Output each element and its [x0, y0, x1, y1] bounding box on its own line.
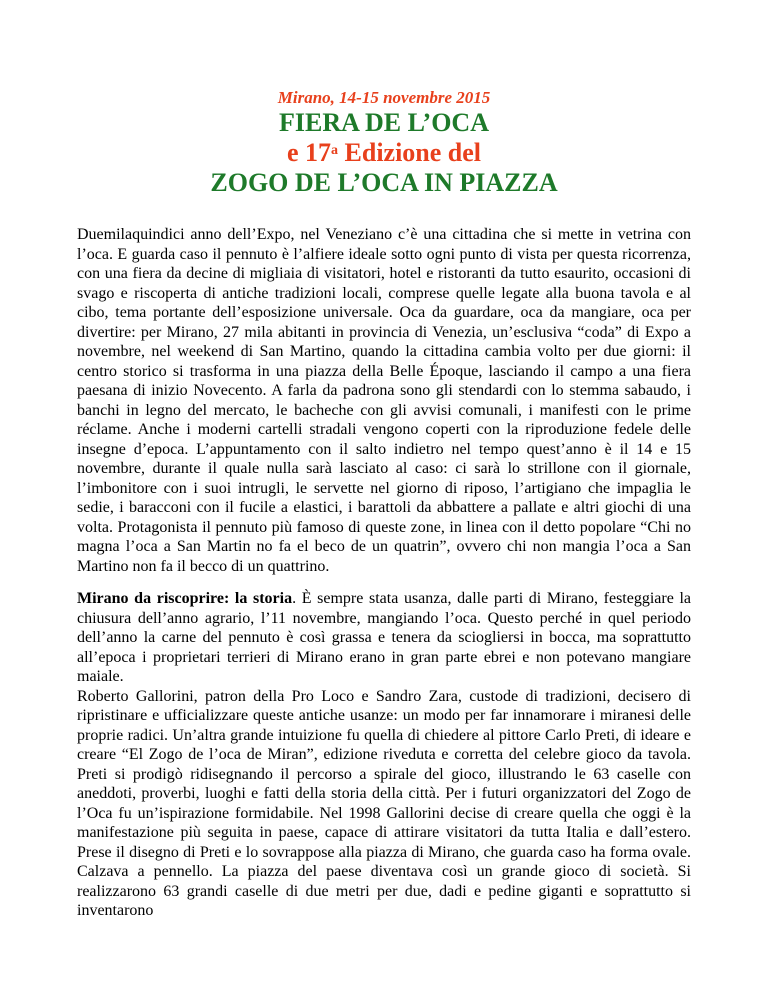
dateline: Mirano, 14-15 novembre 2015 [277, 88, 491, 107]
paragraph-storia [77, 589, 691, 687]
document-page [77, 0, 691, 921]
paragraph-intro: Duemilaquindici anno dell’Expo, nel Veneziano c’è una cittadina che si mette in vetrina con l’oca. E guarda caso il pennuto è l’alfiere ideale sotto ogni punto di vista per questa ricorrenza, con una fiera da decine di migliaia di visitatori, hotel e ristoranti da tutto esaurito, occasioni di svago e riscoperta di antiche tradizioni locali, comprese quelle legate alla buona tavola e al cibo, tema portante dell’esposizione universale. Oca da guardare, oca da mangiare, oca per divertire: per Mirano, 27 mila abitanti in provincia di Venezia, un’esclusiva “coda” di Expo a novembre, nel weekend di San Martino, quando la cittadina cambia volto per due giorni: il centro storico si trasforma in una piazza della Belle Époque, lasciando il campo a una fiera paesana di inizio Novecento. A farla da padrona sono gli stendardi con lo stemma sabaudo, i banchi in legno del mercato, le bacheche con gli avvisi comunali, i manifesti con le prime réclame. Anche i moderni cartelli stradali vengono coperti con la riproduzione fedele delle insegne d’epoca. L’appuntamento con il salto indietro nel tempo quest’anno è il 14 e 15 novembre, durante il quale nulla sarà lasciato al caso: ci sarà lo strillone con il giornale, l’imbonitore con i suoi intrugli, le servette nel giorno di riposo, l’artigiano che impaglia le sedie, i baracconi con il fucile a elastici, i barattoli da abbattere a pallate e altri giochi di una volta. Protagonista il pennuto più famoso di queste zone, in linea con il detto popolare “Chi no magna l’oca a San Martin no fa el beco de un quatrin”, ovvero chi non mangia l’oca a San Martino non fa il becco di un quattrino. [77, 226, 691, 575]
title-edizione [77, 138, 691, 168]
paragraph-gallorini: Roberto Gallorini, patron della Pro Loco e Sandro Zara, custode di tradizioni, decisero di ripristinare e ufficializzare queste antiche usanze: un modo per far innamorare i miranesi delle proprie radici. Un’altra grande intuizione fu quella di chiedere al pittore Carlo Preti, di ideare e creare “El Zogo de l’oca de Miran”, edizione riveduta e corretta del celebre gioco da tavola. Preti si prodigò ridisegnando il percorso a spirale del gioco, illustrando le 63 caselle con aneddoti, proverbi, luoghi e fatti della storia della città. Per i futuri organizzatori del Zogo de l’Oca fu un’ispirazione formidabile. Nel 1998 Gallorini decise di creare quella che oggi è la manifestazione più seguita in paese, capace di attirare visitatori da tutta Italia e dall’estero. Prese il disegno di Preti e lo sovrappose alla piazza di Mirano, che guarda caso ha forma ovale. Calzava a pennello. La piazza del paese diventava così un grande gioco di società. Si realizzarono 63 grandi caselle di due metri per due, dadi e pedine giganti e soprattutto si inventarono [77, 687, 691, 919]
header [77, 88, 691, 198]
paragraph-gap [77, 576, 691, 589]
title-edizione-sup: a [331, 143, 339, 158]
title-fiera: FIERA DE L’OCA [279, 108, 489, 137]
paragraph-storia-text: . È sempre stata usanza, dalle parti di Mirano, festeggiare la chiusura dell’anno agrario, l’11 novembre, mangiando l’oca. Questo perché in quel periodo dell’anno la carne del pennuto è così grassa e tenera da sciogliersi in bocca, ma soprattutto all’epoca i proprietari terrieri di Mirano erano in gran parte ebrei e non potevano mangiare maiale. [77, 590, 691, 685]
article-body [77, 225, 691, 921]
section-heading-storia: Mirano da riscoprire: la storia [77, 590, 293, 607]
title-edizione-pre: e 17 [286, 138, 332, 167]
title-edizione-post: Edizione del [338, 138, 482, 167]
title-zogo: ZOGO DE L’OCA IN PIAZZA [210, 168, 558, 197]
